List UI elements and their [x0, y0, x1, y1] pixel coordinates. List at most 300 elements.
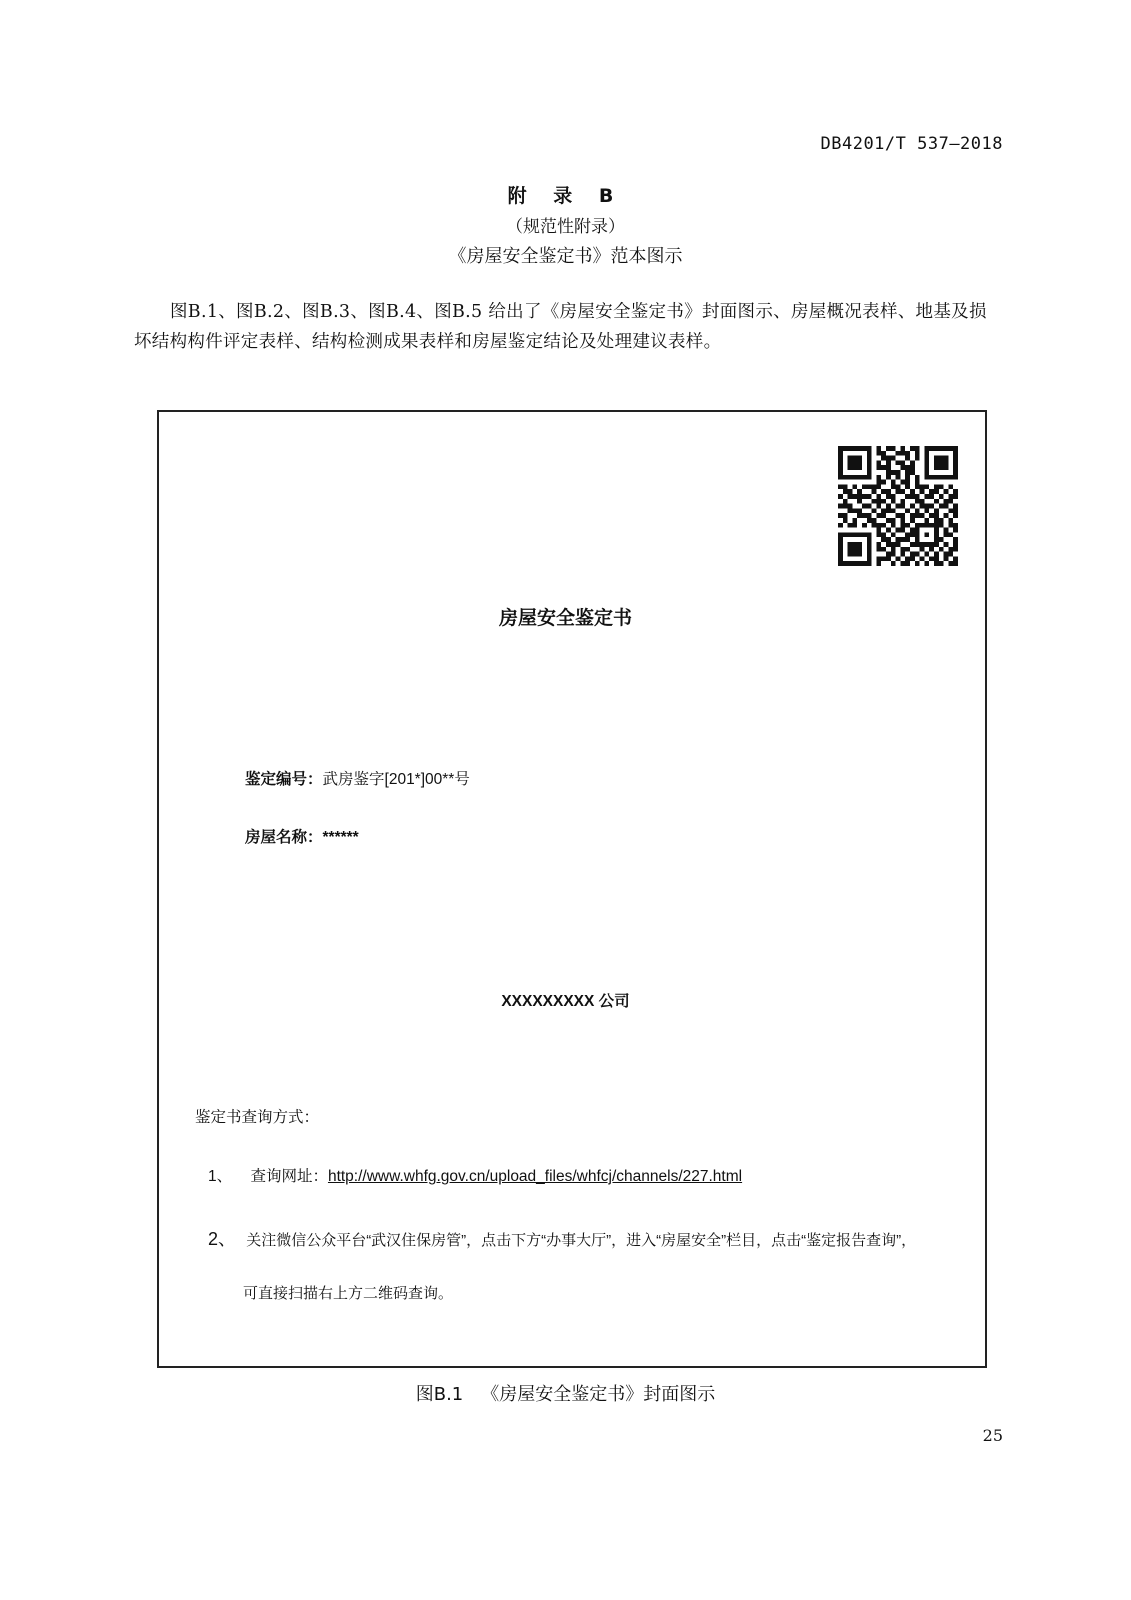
qr-module — [867, 552, 872, 557]
qr-module — [910, 528, 915, 533]
qr-module — [848, 523, 853, 528]
qr-module — [881, 465, 886, 470]
qr-module — [862, 513, 867, 518]
qr-module — [852, 456, 857, 461]
qr-module — [843, 499, 848, 504]
figure-title: 《房屋安全鉴定书》封面图示 — [481, 1384, 716, 1405]
qr-module — [905, 532, 910, 537]
qr-module — [862, 494, 867, 499]
appraisal-number-value: 武房鉴字[201*]00**号 — [322, 771, 470, 788]
qr-module — [948, 484, 953, 489]
qr-module — [905, 556, 910, 561]
qr-module — [852, 484, 857, 489]
qr-module — [838, 537, 843, 542]
qr-module — [924, 446, 929, 451]
qr-module — [915, 528, 920, 533]
qr-module — [838, 504, 843, 509]
qr-module — [953, 513, 958, 518]
qr-module — [886, 552, 891, 557]
qr-module — [881, 532, 886, 537]
qr-module — [934, 475, 939, 480]
qr-module — [915, 523, 920, 528]
qr-module — [920, 523, 925, 528]
qr-module — [924, 475, 929, 480]
qr-module — [857, 561, 862, 566]
qr-module — [891, 499, 896, 504]
qr-module — [867, 460, 872, 465]
qr-module — [944, 456, 949, 461]
qr-module — [891, 446, 896, 451]
qr-module — [886, 489, 891, 494]
qr-module — [862, 561, 867, 566]
qr-module — [881, 499, 886, 504]
qr-module — [857, 513, 862, 518]
qr-module — [944, 542, 949, 547]
qr-module — [872, 489, 877, 494]
qr-module — [857, 456, 862, 461]
qr-module — [910, 556, 915, 561]
qr-module — [939, 465, 944, 470]
qr-module — [948, 518, 953, 523]
qr-module — [852, 547, 857, 552]
qr-module — [900, 561, 905, 566]
qr-module — [867, 537, 872, 542]
qr-module — [924, 508, 929, 513]
qr-module — [896, 556, 901, 561]
qr-module — [953, 508, 958, 513]
qr-module — [867, 547, 872, 552]
qr-module — [924, 484, 929, 489]
qr-module — [944, 504, 949, 509]
qr-module — [924, 465, 929, 470]
qr-module — [848, 547, 853, 552]
qr-module — [881, 456, 886, 461]
qr-module — [924, 518, 929, 523]
qr-module — [881, 489, 886, 494]
qr-module — [939, 518, 944, 523]
qr-module — [848, 494, 853, 499]
qr-module — [862, 532, 867, 537]
qr-module — [929, 523, 934, 528]
qr-module — [934, 552, 939, 557]
qr-module — [876, 475, 881, 480]
qr-module — [881, 451, 886, 456]
qr-module — [881, 480, 886, 485]
qr-module — [867, 513, 872, 518]
qr-module — [939, 547, 944, 552]
qr-module — [910, 504, 915, 509]
qr-module — [857, 532, 862, 537]
qr-module — [934, 460, 939, 465]
qr-module — [886, 537, 891, 542]
qr-module — [876, 460, 881, 465]
qr-module — [929, 547, 934, 552]
qr-module — [934, 446, 939, 451]
qr-module — [915, 513, 920, 518]
qr-module — [900, 523, 905, 528]
qr-module — [862, 523, 867, 528]
qr-module — [891, 480, 896, 485]
qr-module — [905, 475, 910, 480]
company-name: XXXXXXXXX 公司 — [501, 993, 630, 1010]
qr-module — [934, 528, 939, 533]
qr-module — [948, 508, 953, 513]
qr-module — [924, 456, 929, 461]
qr-module — [900, 513, 905, 518]
qr-module — [929, 494, 934, 499]
qr-module — [838, 532, 843, 537]
query-method-title: 鉴定书查询方式： — [195, 1109, 320, 1126]
appraisal-number-field — [245, 767, 470, 789]
qr-module — [876, 528, 881, 533]
qr-module — [838, 484, 843, 489]
appraisal-number-label: 鉴定编号： — [245, 771, 323, 788]
qr-module — [891, 518, 896, 523]
qr-module — [920, 499, 925, 504]
qr-module — [910, 489, 915, 494]
qr-module — [867, 556, 872, 561]
qr-module — [934, 537, 939, 542]
qr-module — [944, 552, 949, 557]
qr-module — [891, 561, 896, 566]
qr-module — [934, 508, 939, 513]
qr-module — [838, 494, 843, 499]
qr-module — [915, 542, 920, 547]
qr-module — [876, 542, 881, 547]
qr-module — [924, 542, 929, 547]
standard-code: DB4201/T 537—2018 — [820, 134, 1003, 154]
qr-module — [934, 523, 939, 528]
qr-module — [886, 456, 891, 461]
qr-module — [881, 537, 886, 542]
qr-module — [953, 523, 958, 528]
qr-module — [867, 484, 872, 489]
qr-module — [896, 537, 901, 542]
qr-module — [876, 556, 881, 561]
qr-module — [900, 460, 905, 465]
qr-module — [939, 494, 944, 499]
qr-module — [924, 504, 929, 509]
qr-module — [924, 470, 929, 475]
qr-module — [944, 556, 949, 561]
figure-caption — [0, 1380, 1131, 1406]
qr-module — [939, 561, 944, 566]
qr-module — [867, 532, 872, 537]
qr-module — [915, 494, 920, 499]
qr-module — [953, 542, 958, 547]
qr-module — [953, 470, 958, 475]
qr-module — [915, 480, 920, 485]
appendix-title: 附 录 B — [507, 185, 624, 207]
qr-module — [852, 523, 857, 528]
query-item-1-label: 查询网址： — [250, 1168, 328, 1185]
qr-module — [857, 494, 862, 499]
qr-module — [896, 451, 901, 456]
qr-module — [848, 542, 853, 547]
qr-module — [939, 446, 944, 451]
qr-module — [929, 542, 934, 547]
qr-module — [852, 446, 857, 451]
qr-module — [944, 475, 949, 480]
qr-module — [924, 523, 929, 528]
qr-module — [953, 537, 958, 542]
qr-module — [905, 484, 910, 489]
qr-module — [876, 504, 881, 509]
qr-module — [891, 508, 896, 513]
qr-module — [900, 465, 905, 470]
query-item-2-continuation: 可直接扫描右上方二维码查询。 — [243, 1285, 454, 1302]
qr-module — [915, 446, 920, 451]
qr-module — [857, 542, 862, 547]
qr-module — [944, 513, 949, 518]
qr-module — [876, 451, 881, 456]
qr-module — [934, 532, 939, 537]
qr-module — [920, 513, 925, 518]
qr-module — [929, 504, 934, 509]
qr-module — [867, 561, 872, 566]
qr-module — [924, 494, 929, 499]
qr-module — [929, 475, 934, 480]
qr-module — [929, 556, 934, 561]
qr-module — [852, 532, 857, 537]
qr-module — [920, 484, 925, 489]
qr-module — [872, 499, 877, 504]
qr-module — [848, 552, 853, 557]
qr-module — [953, 561, 958, 566]
qr-module — [939, 456, 944, 461]
qr-module — [944, 460, 949, 465]
qr-module — [891, 484, 896, 489]
qr-module — [953, 446, 958, 451]
qr-module — [891, 470, 896, 475]
qr-module — [905, 547, 910, 552]
qr-module — [867, 494, 872, 499]
qr-module — [838, 456, 843, 461]
qr-module — [944, 528, 949, 533]
qr-module — [934, 465, 939, 470]
qr-module — [891, 547, 896, 552]
query-item-1-number: 1、 — [208, 1168, 233, 1185]
qr-module — [929, 513, 934, 518]
qr-module — [886, 542, 891, 547]
qr-module — [939, 523, 944, 528]
qr-module — [915, 552, 920, 557]
qr-module — [905, 451, 910, 456]
qr-module — [934, 499, 939, 504]
qr-module — [953, 504, 958, 509]
qr-module — [848, 504, 853, 509]
qr-module — [915, 484, 920, 489]
qr-module — [876, 523, 881, 528]
qr-module — [886, 446, 891, 451]
qr-module — [852, 465, 857, 470]
qr-module — [900, 499, 905, 504]
qr-module — [867, 456, 872, 461]
qr-module — [953, 465, 958, 470]
qr-module — [843, 561, 848, 566]
qr-module — [910, 460, 915, 465]
qr-module — [838, 547, 843, 552]
qr-module — [838, 523, 843, 528]
qr-module — [905, 508, 910, 513]
qr-module — [852, 518, 857, 523]
figure-number: 图B.1 — [415, 1384, 464, 1405]
qr-module — [944, 489, 949, 494]
qr-module — [872, 518, 877, 523]
qr-module — [838, 460, 843, 465]
qr-module — [924, 552, 929, 557]
qr-module — [905, 561, 910, 566]
qr-module — [857, 475, 862, 480]
qr-module — [915, 475, 920, 480]
qr-module — [910, 494, 915, 499]
qr-module — [953, 547, 958, 552]
qr-module — [939, 504, 944, 509]
qr-module — [934, 513, 939, 518]
qr-module — [948, 446, 953, 451]
qr-module — [896, 504, 901, 509]
qr-module — [886, 475, 891, 480]
cover-title: 房屋安全鉴定书 — [498, 607, 632, 629]
qr-module — [929, 489, 934, 494]
intro-paragraph: 图B.1、图B.2、图B.3、图B.4、图B.5 给出了《房屋安全鉴定书》封面图示、房屋概况表样、地基及损坏结构构件评定表样、结构检测成果表样和房屋鉴定结论及处理建议表样。 — [134, 302, 987, 352]
qr-module — [838, 470, 843, 475]
qr-module — [905, 494, 910, 499]
qr-module — [852, 475, 857, 480]
qr-module — [910, 470, 915, 475]
qr-module — [848, 561, 853, 566]
qr-module — [838, 446, 843, 451]
qr-module — [953, 460, 958, 465]
qr-module — [848, 475, 853, 480]
qr-module — [929, 446, 934, 451]
qr-module — [934, 484, 939, 489]
qr-module — [891, 532, 896, 537]
qr-module — [900, 528, 905, 533]
qr-code — [838, 446, 958, 566]
house-name-value: ****** — [322, 829, 359, 846]
qr-module — [867, 470, 872, 475]
qr-module — [900, 489, 905, 494]
qr-module — [915, 456, 920, 461]
qr-module — [953, 451, 958, 456]
query-url-link[interactable]: http://www.whfg.gov.cn/upload_files/whfcj/channels/227.html — [327, 1168, 743, 1185]
qr-module — [891, 523, 896, 528]
qr-module — [867, 542, 872, 547]
qr-module — [857, 552, 862, 557]
qr-module — [934, 556, 939, 561]
qr-module — [876, 446, 881, 451]
qr-module — [939, 537, 944, 542]
qr-module — [915, 532, 920, 537]
query-item-1 — [208, 1164, 742, 1186]
qr-module — [881, 556, 886, 561]
qr-module — [934, 561, 939, 566]
qr-module — [867, 518, 872, 523]
qr-module — [948, 523, 953, 528]
qr-module — [905, 470, 910, 475]
qr-module — [886, 528, 891, 533]
qr-module — [953, 528, 958, 533]
house-name-field — [245, 825, 359, 847]
qr-module — [857, 465, 862, 470]
qr-module — [920, 489, 925, 494]
qr-module — [924, 460, 929, 465]
qr-module — [857, 489, 862, 494]
qr-module — [876, 532, 881, 537]
qr-module — [934, 542, 939, 547]
qr-module — [843, 513, 848, 518]
qr-module — [896, 528, 901, 533]
qr-module — [852, 508, 857, 513]
qr-module — [872, 523, 877, 528]
qr-module — [876, 499, 881, 504]
qr-module — [896, 542, 901, 547]
qr-module — [891, 542, 896, 547]
qr-module — [843, 484, 848, 489]
qr-module — [838, 475, 843, 480]
qr-module — [905, 523, 910, 528]
qr-module — [867, 504, 872, 509]
qr-module — [905, 456, 910, 461]
query-item-2-number: 2、 — [208, 1229, 237, 1249]
qr-module — [948, 494, 953, 499]
qr-module — [843, 489, 848, 494]
qr-module — [900, 518, 905, 523]
qr-module — [910, 542, 915, 547]
qr-module — [910, 518, 915, 523]
qr-module — [948, 475, 953, 480]
qr-module — [920, 556, 925, 561]
qr-module — [876, 465, 881, 470]
qr-module — [939, 460, 944, 465]
qr-module — [924, 451, 929, 456]
qr-module — [872, 484, 877, 489]
qr-module — [881, 508, 886, 513]
qr-module — [900, 446, 905, 451]
qr-module — [838, 561, 843, 566]
query-item-2 — [208, 1225, 916, 1251]
qr-module — [876, 484, 881, 489]
qr-module — [848, 489, 853, 494]
qr-module — [920, 504, 925, 509]
qr-module — [857, 499, 862, 504]
qr-module — [915, 508, 920, 513]
qr-module — [953, 456, 958, 461]
appendix-note: （规范性附录） — [506, 217, 625, 237]
qr-module — [910, 532, 915, 537]
qr-module — [886, 460, 891, 465]
qr-module — [900, 504, 905, 509]
qr-module — [852, 542, 857, 547]
qr-module — [924, 561, 929, 566]
qr-module — [934, 518, 939, 523]
qr-module — [876, 494, 881, 499]
qr-module — [900, 547, 905, 552]
qr-module — [867, 475, 872, 480]
qr-module — [948, 499, 953, 504]
qr-module — [910, 552, 915, 557]
qr-module — [838, 552, 843, 557]
qr-module — [900, 451, 905, 456]
qr-module — [944, 446, 949, 451]
qr-module — [862, 446, 867, 451]
qr-module — [915, 499, 920, 504]
qr-module — [891, 456, 896, 461]
qr-module — [920, 547, 925, 552]
qr-module — [838, 465, 843, 470]
qr-module — [881, 547, 886, 552]
